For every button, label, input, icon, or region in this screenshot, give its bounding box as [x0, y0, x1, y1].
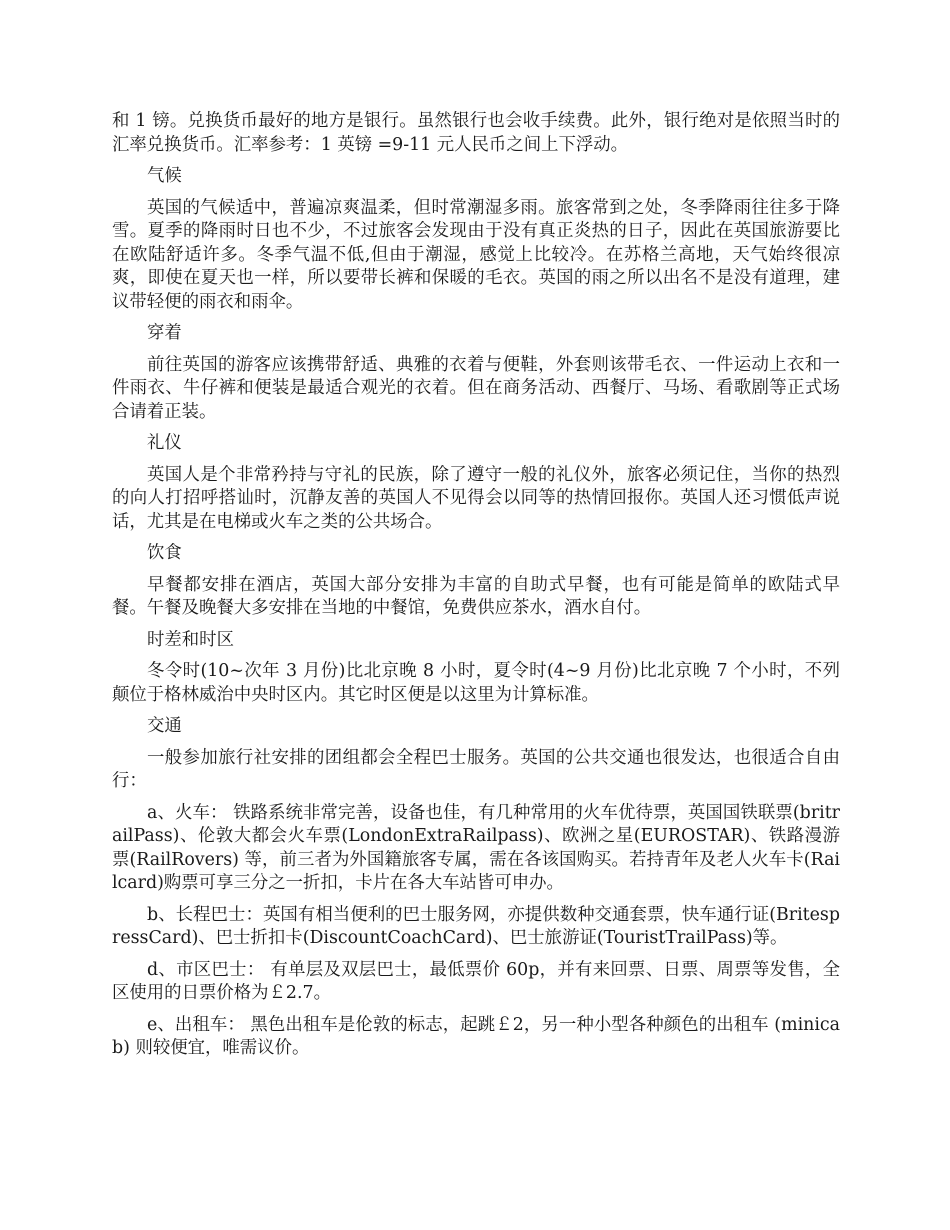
document-page [112, 110, 840, 1069]
section-heading-clothing: 穿着 [147, 323, 182, 343]
paragraph-transport-train: a、火车： 铁路系统非常完善，设备也佳，有几种常用的火车优待票，英国国铁联票(britrailPass)、伦敦大都会火车票(LondonExtraRailpass)、欧洲之星(EUROSTAR)、铁路漫游票(RailRovers) 等，前三者为外国籍旅客专属，需在各该国购买。若持青年及老人火车卡(Railcard)购票可享三分之一折扣，卡片在各大车站皆可申办。 [112, 802, 840, 893]
paragraph-clothing: 前往英国的游客应该携带舒适、典雅的衣着与便鞋，外套则该带毛衣、一件运动上衣和一件雨衣、牛仔裤和便装是最适合观光的衣着。但在商务活动、西餐厅、马场、看歌剧等正式场合请着正装。 [112, 354, 840, 422]
section-heading-timezone: 时差和时区 [147, 629, 234, 650]
paragraph-climate: 英国的气候适中，普遍凉爽温柔，但时常潮湿多雨。旅客常到之处，冬季降雨往往多于降雪。夏季的降雨时日也不少，不过旅客会发现由于没有真正炎热的日子，因此在英国旅游要比在欧陆舒适许多。冬季气温不低,但由于潮湿，感觉上比较冷。在苏格兰高地，天气始终很凉爽，即使在夏天也一样，所以要带长裤和保暖的毛衣。英国的雨之所以出名不是没有道理，建议带轻便的雨衣和雨伞。 [112, 197, 840, 312]
section-heading-food: 饮食 [147, 543, 182, 563]
paragraph-currency: 和 1 镑。兑换货币最好的地方是银行。虽然银行也会收手续费。此外，银行绝对是依照当时的汇率兑换货币。汇率参考：1 英镑 =9-11 元人民币之间上下浮动。 [112, 111, 840, 155]
paragraph-food: 早餐都安排在酒店，英国大部分安排为丰富的自助式早餐，也有可能是简单的欧陆式早餐。午餐及晚餐大多安排在当地的中餐馆，免费供应茶水，酒水自付。 [112, 574, 840, 618]
paragraph-timezone: 冬令时(10~次年 3 月份)比北京晚 8 小时，夏令时(4~9 月份)比北京晚 7 个小时，不列颠位于格林威治中央时区内。其它时区便是以这里为计算标准。 [112, 661, 840, 705]
paragraph-transport-coach: b、长程巴士：英国有相当便利的巴士服务网，亦提供数种交通套票，快车通行证(BritespressCard)、巴士折扣卡(DiscountCoachCard)、巴士旅游证(TouristTrailPass)等。 [112, 904, 840, 948]
paragraph-transport-bus: d、市区巴士： 有单层及双层巴士，最低票价 60p，并有来回票、日票、周票等发售，全区使用的日票价格为￡2.7。 [112, 959, 840, 1003]
section-heading-etiquette: 礼仪 [147, 433, 182, 453]
paragraph-transport-intro: 一般参加旅行社安排的团组都会全程巴士服务。英国的公共交通也很发达，也很适合自由行： [112, 747, 840, 791]
paragraph-etiquette: 英国人是个非常矜持与守礼的民族，除了遵守一般的礼仪外，旅客必须记住，当你的热烈的向人打招呼搭讪时，沉静友善的英国人不见得会以同等的热情回报你。英国人还习惯低声说话，尤其是在电梯或火车之类的公共场合。 [112, 464, 840, 532]
section-heading-climate: 气候 [147, 166, 182, 186]
paragraph-transport-taxi: e、出租车： 黑色出租车是伦敦的标志，起跳￡2，另一种小型各种颜色的出租车 (minicab) 则较便宜，唯需议价。 [112, 1014, 840, 1058]
section-heading-transport: 交通 [147, 716, 182, 736]
